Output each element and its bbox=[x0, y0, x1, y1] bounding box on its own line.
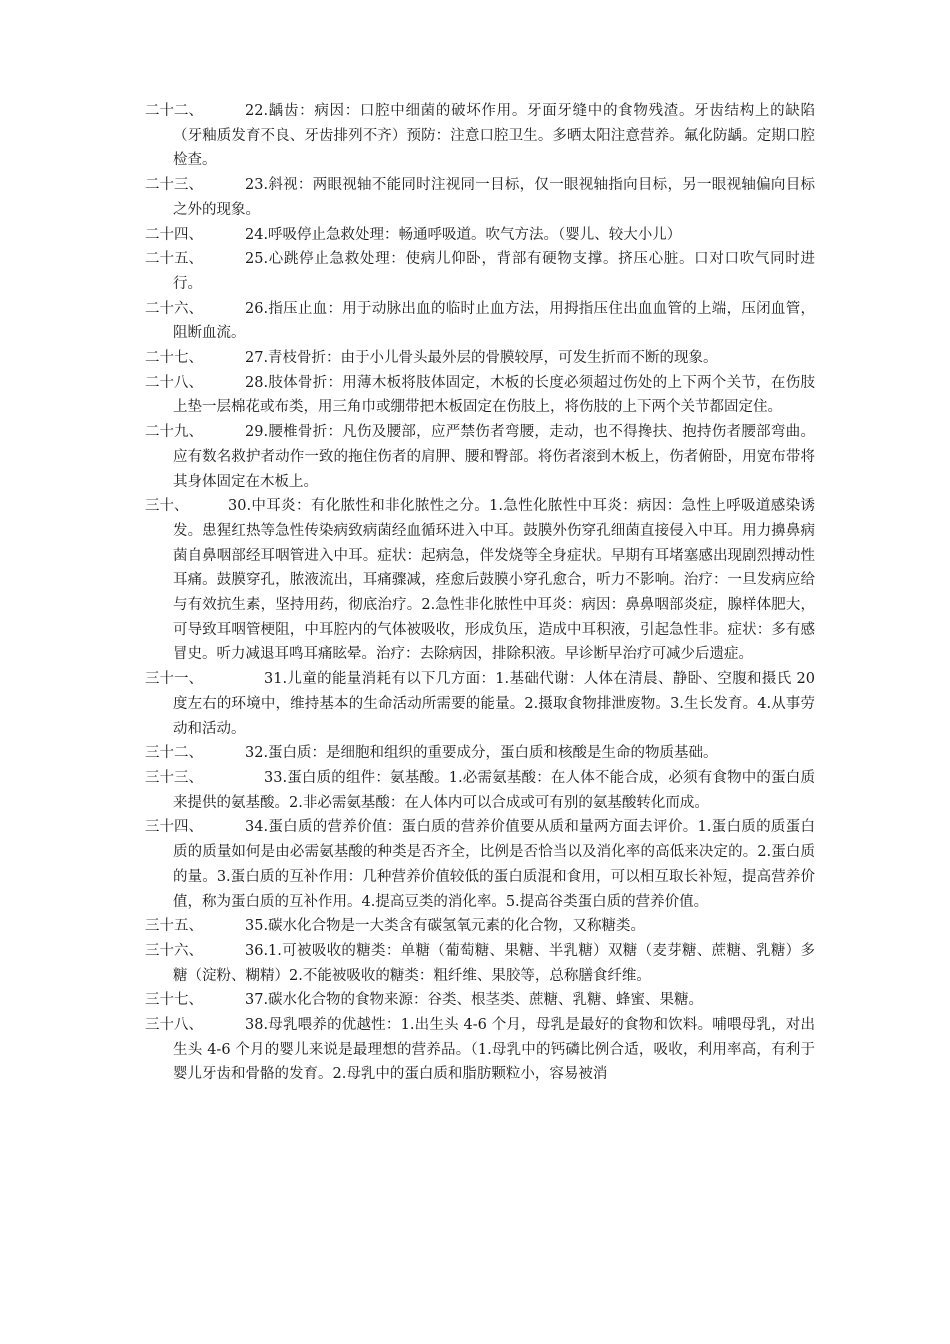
entry-text: 34.蛋白质的营养价值：蛋白质的营养价值要从质和量两方面去评价。1.蛋白质的质蛋白质的质量如何是由必需氨基酸的种类是否齐全，比例是否恰当以及消化率的高低来决定的。2.蛋白质的量。3.蛋白质的互补作用：几种营养价值较低的蛋白质混和食用，可以相互取长补短，提高营养价值，称为蛋白质的互补作用。4.提高豆类的消化率。5.提高谷类蛋白质的营养价值。 bbox=[173, 819, 815, 910]
entry-text: 38.母乳喂养的优越性：1.出生头 4-6 个月，母乳是最好的食物和饮料。哺喂母乳，对出生头 4-6 个月的婴儿来说是最理想的营养品。（1.母乳中的钙磷比例合适，吸收，利用率高，有利于婴儿牙齿和骨骼的发育。2.母乳中的蛋白质和脂肪颗粒小，容易被消 bbox=[173, 1017, 815, 1083]
list-item bbox=[145, 371, 815, 420]
entry-text: 37.碳水化合物的食物来源：谷类、根茎类、蔗糖、乳糖、蜂蜜、果糖。 bbox=[245, 992, 704, 1009]
entry-text: 29.腰椎骨折：凡伤及腰部，应严禁伤者弯腰，走动，也不得搀扶、抱持伤者腰部弯曲。应有数名救护者动作一致的拖住伤者的肩胛、腰和臀部。将伤者滚到木板上，伤者俯卧，用宽布带将其身体固定在木板上。 bbox=[173, 424, 815, 490]
entry-text: 30.中耳炎：有化脓性和非化脓性之分。1.急性化脓性中耳炎：病因：急性上呼吸道感染诱发。患猩红热等急性传染病致病菌经血循环进入中耳。鼓膜外伤穿孔细菌直接侵入中耳。用力擤鼻病菌自鼻咽部经耳咽管进入中耳。症状：起病急，伴发烧等全身症状。早期有耳堵塞感出现剧烈搏动性耳痛。鼓膜穿孔，脓液流出，耳痛骤减，痊愈后鼓膜小穿孔愈合，听力不影响。治疗：一旦发病应给与有效抗生素，坚持用药，彻底治疗。2.急性非化脓性中耳炎：病因：鼻鼻咽部炎症，腺样体肥大，可导致耳咽管梗阻，中耳腔内的气体被吸收，形成负压，造成中耳积液，引起急性非。症状：多有感冒史。听力减退耳鸣耳痛眩晕。治疗：去除病因，排除积液。早诊断早治疗可减少后遗症。 bbox=[173, 498, 815, 663]
entry-number: 二十四、 bbox=[145, 226, 203, 243]
entry-text: 31.儿童的能量消耗有以下几方面：1.基础代谢：人体在清晨、静卧、空腹和摄氏 20 度左右的环境中，维持基本的生命活动所需要的能量。2.摄取食物排泄废物。3.生长发育。4.从事劳动和活动。 bbox=[173, 671, 815, 737]
list-item bbox=[145, 766, 815, 815]
list-item bbox=[145, 815, 815, 914]
entry-number: 三十二、 bbox=[145, 745, 203, 762]
entry-number: 三十三、 bbox=[145, 769, 203, 786]
entry-text: 28.肢体骨折：用薄木板将肢体固定，木板的长度必须超过伤处的上下两个关节，在伤肢上垫一层棉花或布类，用三角巾或绷带把木板固定在伤肢上，将伤肢的上下两个关节都固定住。 bbox=[173, 374, 815, 416]
list-item bbox=[145, 173, 815, 222]
entry-text: 25.心跳停止急救处理：使病儿仰卧，背部有硬物支撑。挤压心脏。口对口吹气同时进行。 bbox=[173, 251, 815, 292]
entry-text: 22.龋齿：病因：口腔中细菌的破坏作用。牙面牙缝中的食物残渣。牙齿结构上的缺陷（牙釉质发育不良、牙齿排列不齐）预防：注意口腔卫生。多晒太阳注意营养。氟化防龋。定期口腔检查。 bbox=[173, 103, 815, 169]
entry-number: 二十九、 bbox=[145, 424, 203, 441]
list-item bbox=[145, 494, 815, 667]
entry-number: 二十五、 bbox=[145, 251, 203, 268]
list-item bbox=[145, 223, 815, 248]
entry-text: 32.蛋白质：是细胞和组织的重要成分，蛋白质和核酸是生命的物质基础。 bbox=[245, 745, 718, 762]
entry-text: 23.斜视：两眼视轴不能同时注视同一目标，仅一眼视轴指向目标，另一眼视轴偏向目标之外的现象。 bbox=[173, 177, 815, 218]
list-item bbox=[145, 420, 815, 494]
entry-text: 26.指压止血：用于动脉出血的临时止血方法，用拇指压住出血血管的上端，压闭血管，阻断血流。 bbox=[173, 300, 815, 342]
list-item bbox=[145, 914, 815, 939]
list-item bbox=[145, 346, 815, 371]
entry-number: 三十四、 bbox=[145, 819, 203, 836]
entry-number: 二十六、 bbox=[145, 300, 203, 317]
entry-text: 27.青枝骨折：由于小儿骨头最外层的骨膜较厚，可发生折而不断的现象。 bbox=[245, 350, 718, 367]
entry-text: 35.碳水化合物是一大类含有碳氢氧元素的化合物，又称糖类。 bbox=[245, 918, 646, 935]
entry-number: 二十八、 bbox=[145, 374, 203, 391]
list-item bbox=[145, 667, 815, 741]
list-item bbox=[145, 99, 815, 173]
entry-number: 三十一、 bbox=[145, 671, 203, 688]
entry-number: 三十六、 bbox=[145, 942, 203, 959]
list-item bbox=[145, 297, 815, 346]
entry-number: 三十、 bbox=[145, 498, 189, 515]
entry-text: 36.1.可被吸收的糖类：单糖（葡萄糖、果糖、半乳糖）双糖（麦芽糖、蔗糖、乳糖）多糖（淀粉、糊精）2.不能被吸收的糖类：粗纤维、果胶等，总称膳食纤维。 bbox=[173, 942, 815, 984]
list-item bbox=[145, 741, 815, 766]
list-item bbox=[145, 1013, 815, 1087]
entry-number: 二十二、 bbox=[145, 103, 203, 119]
entry-text: 33.蛋白质的组件：氨基酸。1.必需氨基酸：在人体不能合成，必须有食物中的蛋白质来提供的氨基酸。2.非必需氨基酸：在人体内可以合成或可有别的氨基酸转化而成。 bbox=[173, 769, 815, 811]
list-item bbox=[145, 247, 815, 296]
entry-number: 二十三、 bbox=[145, 177, 203, 194]
entry-number: 三十五、 bbox=[145, 918, 203, 935]
entry-list bbox=[145, 99, 815, 1087]
entry-number: 三十八、 bbox=[145, 1017, 203, 1034]
list-item bbox=[145, 988, 815, 1013]
entry-number: 三十七、 bbox=[145, 992, 203, 1009]
entry-text: 24.呼吸停止急救处理：畅通呼吸道。吹气方法。（婴儿、较大小儿） bbox=[245, 226, 682, 243]
entry-number: 二十七、 bbox=[145, 350, 203, 367]
list-item bbox=[145, 939, 815, 988]
